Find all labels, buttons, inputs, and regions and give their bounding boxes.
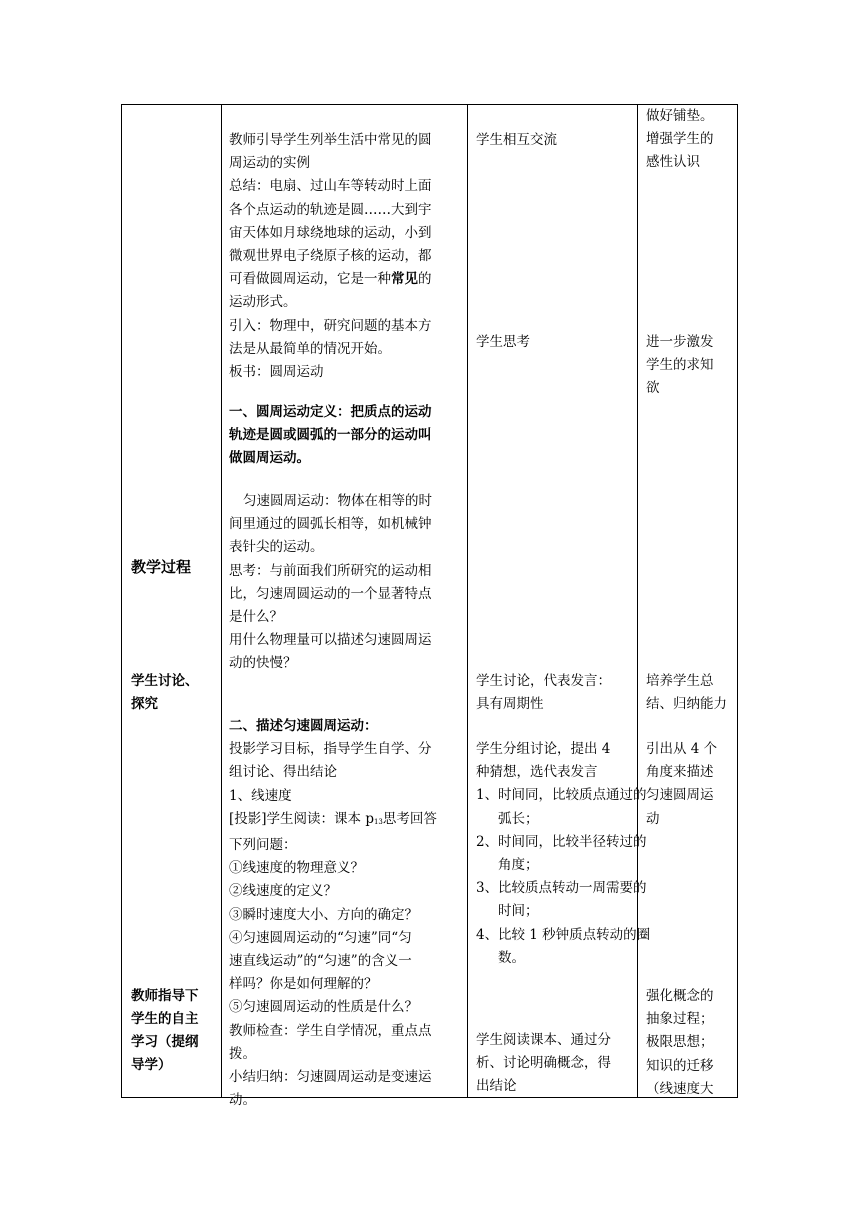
intent-abstraction: 强化概念的 抽象过程； 极限思想； 知识的迁移 （线速度大: [646, 988, 714, 1097]
guess-text: 时间同，比较半径转过的角度；: [498, 833, 647, 874]
guess-item: [476, 877, 656, 923]
intent-summarize: 培养学生总 结、归纳能力: [646, 673, 727, 713]
student-discuss: 学生讨论，代表发言： 具有周期性: [476, 673, 611, 713]
student-activity-column: [476, 105, 651, 1097]
guess-text: 时间同，比较质点通过的弧长；: [498, 787, 647, 827]
student-reading: 学生阅读课本、通过分 析、讨论明确概念，得 出结论: [476, 1032, 611, 1095]
intent-four-angles: 引出从 4 个 角度来描述 匀速圆周运 动: [646, 741, 718, 827]
guess-number: 4、: [476, 926, 499, 943]
stage-discuss: 学生讨论、 探究: [131, 673, 199, 712]
guess-number: 3、: [476, 880, 499, 897]
guess-text: 比较 1 秒钟质点转动的圈数。: [498, 926, 651, 966]
intro-paragraph: 教师引导学生列举生活中常见的圆 周运动的实例 总结：电扇、过山车等转动时上面 各个点运动的轨迹是圆……大到宇 宙天体如月球绕地球的运动，小到 微观世界电子绕原子核的运动，都 可看做圆周运动，它是一种常见的 运动形式。 引入：物理中，研究问题的基本方 法是从最简单的情况开始。 板书：圆周运动: [229, 132, 432, 381]
guess-item: [476, 831, 656, 877]
guess-number: 1、: [476, 787, 499, 804]
intent-curiosity: 进一步激发 学生的求知 欲: [646, 334, 714, 397]
guess-item: [476, 784, 656, 830]
stage-guided-study: 教师指导下 学生的自主 学习（提纲 导学）: [131, 988, 199, 1073]
lesson-plan-table: [121, 104, 738, 1109]
uniform-motion-block: 匀速圆周运动：物体在相等的时 间里通过的圆弧长相等，如机械钟 表针尖的运动。 思考：与前面我们所研究的运动相 比，匀速周圆运动的一个显著特点 是什么？ 用什么物理量可以描述匀速圆周运 动的快慢？: [229, 493, 432, 672]
guess-text: 比较质点转动一周需要的时间；: [498, 880, 647, 920]
guess-item: [476, 924, 656, 970]
stage-column: [122, 105, 221, 1097]
guess-number: 2、: [476, 833, 499, 850]
teacher-activity-column: [229, 105, 465, 1109]
student-think: 学生思考: [476, 334, 530, 350]
stage-teaching-process: 教学过程: [131, 558, 192, 576]
design-intent-column: [646, 105, 738, 1097]
column-divider: [467, 105, 468, 1097]
student-exchange: 学生相互交流: [476, 132, 557, 148]
student-guesses: 学生分组讨论，提出 4 种猜想，选代表发言 1、时间同，比较质点通过的弧长； 2、时间同，比较半径转过的角度； 3、比较质点转动一周需要的时间； 4、比较 1 秒钟质点转动的圈数。: [476, 738, 634, 970]
definition-block: 一、圆周运动定义：把质点的运动 轨迹是圆或圆弧的一部分的运动叫 做圆周运动。: [229, 404, 432, 467]
intent-groundwork: 做好铺垫。 增强学生的 感性认识: [646, 108, 714, 171]
column-divider: [221, 105, 222, 1097]
section-two-block: 二、描述匀速圆周运动： 投影学习目标，指导学生自学、分 组讨论、得出结论 1、线速度 [投影]学生阅读：课本 $p_{13}$思考回答 下列问题： ①线速度的物理意义？ ②线速度的定义？ ③瞬时速度大小、方向的确定？ ④匀速圆周运动的“匀速”同“匀 速直线运动”的“匀速”的含义一 样吗？你是如何理解的？ ⑤匀速圆周运动的性质是什么？ 教师检查：学生自学情况，重点点 拨。 小结归纳：匀速圆周运动是变速运 动。: [229, 718, 437, 1109]
guess-list: [476, 784, 651, 970]
